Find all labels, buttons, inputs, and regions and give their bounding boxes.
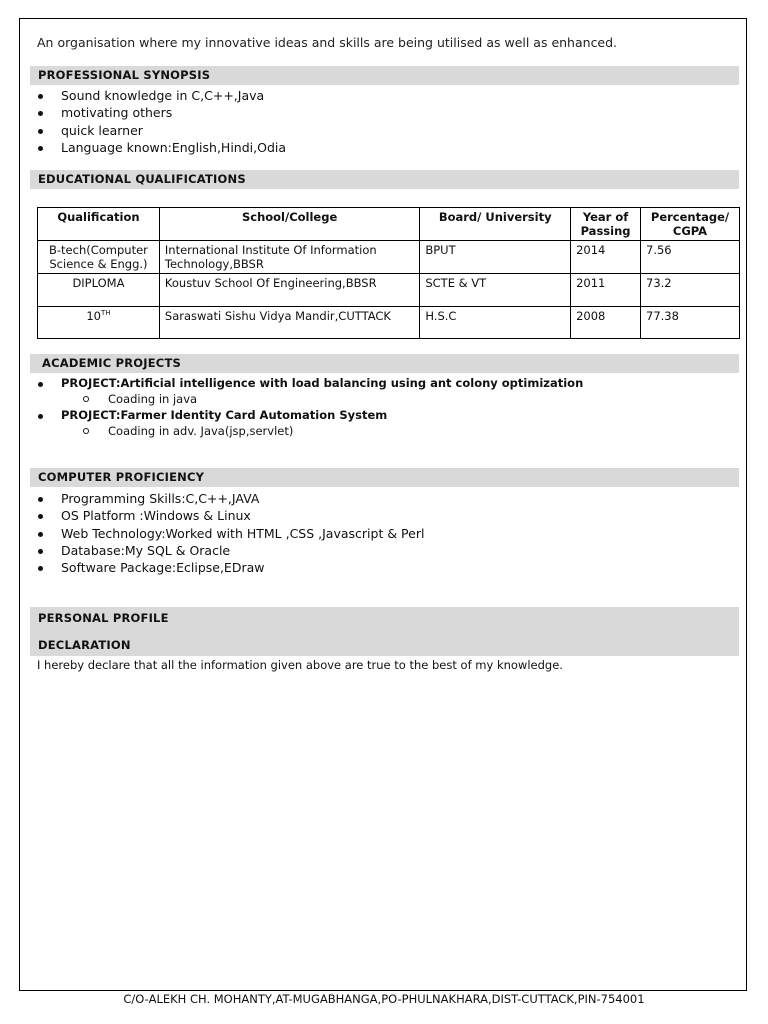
section-heading-declaration: DECLARATION: [38, 638, 131, 652]
table-header-row: [38, 208, 740, 241]
section-heading-computer: COMPUTER PROFICIENCY: [30, 468, 739, 487]
list-item: OS Platform :Windows & Linux: [36, 507, 424, 524]
list-item: Software Package:Eclipse,EDraw: [36, 559, 424, 576]
bullet-icon: [38, 146, 43, 151]
synopsis-list: [36, 87, 286, 156]
bullet-icon: [38, 497, 43, 502]
section-heading-education: EDUCATIONAL QUALIFICATIONS: [30, 170, 739, 189]
list-item: Web Technology:Worked with HTML ,CSS ,Javascript & Perl: [36, 525, 424, 542]
education-table: [37, 207, 740, 339]
column-header: School/College: [159, 208, 419, 241]
objective-text: An organisation where my innovative ideas and skills are being utilised as well as enhanced.: [37, 35, 618, 50]
section-heading-projects: ACADEMIC PROJECTS: [30, 354, 739, 373]
list-item: Database:My SQL & Oracle: [36, 542, 424, 559]
bullet-icon: [38, 129, 43, 134]
bullet-icon: [38, 382, 43, 387]
bullet-icon: [38, 514, 43, 519]
list-item: motivating others: [36, 104, 286, 121]
declaration-text: I hereby declare that all the information given above are true to the best of my knowledge.: [37, 658, 563, 672]
bullet-icon: [38, 94, 43, 99]
computer-list: [36, 490, 424, 576]
section-block-personal: [30, 607, 739, 656]
resume-page: An organisation where my innovative ideas and skills are being utilised as well as enhanced. PROFESSIONAL SYNOPSIS Sound knowledge in C,C++,Java motivating others quick learner Language known:English,Hindi,Odia EDUCATIONAL QUALIFICATIONS Qualification School/College Board/ University Year of Passing Percentage/ CGPA B-tech(Computer Science & Engg.) International Institute Of Information Technology,BBSR BPUT 2014 7.56 DIPLOMA Koustuv School Of Engineering,BBSR SCTE & VT 2011 73.2 10TH Saraswati Sishu Vidya Mandir,CUTTACK H.S.C 2008 77.38 ACADEMIC PROJECTS PROJECT:Artificial intelligence with load balancing using ant colony optimization Coading in java PROJECT:Farmer Identity Card Automation System Coading in adv. Java(jsp,servlet) COMPUTER PROFICIENCY Programming Skills:C,C++,JAVA OS Platform :Windows & Linux Web Technology:Worked with HTML ,CSS ,Javascript & Perl Database:My SQL & Oracle Software Package:Eclipse,EDraw PERSONAL PROFILE DECLARATION I hereby declare that all the information given above are true to the best of my knowledge.: [19, 18, 747, 991]
column-header: Board/ University: [420, 208, 571, 241]
section-heading-personal: PERSONAL PROFILE: [38, 611, 169, 625]
table-row: B-tech(Computer Science & Engg.) International Institute Of Information Technology,BBSR BPUT 2014 7.56: [38, 241, 740, 274]
section-heading-synopsis: PROFESSIONAL SYNOPSIS: [30, 66, 739, 85]
footer-address: C/O-ALEKH CH. MOHANTY,AT-MUGABHANGA,PO-PHULNAKHARA,DIST-CUTTACK,PIN-754001: [123, 992, 645, 1006]
column-header: Percentage/ CGPA: [641, 208, 740, 241]
list-item: Programming Skills:C,C++,JAVA: [36, 490, 424, 507]
table-row: DIPLOMA Koustuv School Of Engineering,BBSR SCTE & VT 2011 73.2: [38, 274, 740, 307]
bullet-icon: [38, 414, 43, 419]
circle-bullet-icon: [83, 428, 89, 434]
bullet-icon: [38, 549, 43, 554]
column-header: Qualification: [38, 208, 160, 241]
bullet-icon: [38, 532, 43, 537]
column-header: Year of Passing: [571, 208, 641, 241]
bullet-icon: [38, 111, 43, 116]
list-item: quick learner: [36, 122, 286, 139]
bullet-icon: [38, 566, 43, 571]
table-row: 10TH Saraswati Sishu Vidya Mandir,CUTTACK H.S.C 2008 77.38: [38, 307, 740, 339]
list-item: Language known:English,Hindi,Odia: [36, 139, 286, 156]
list-item: Sound knowledge in C,C++,Java: [36, 87, 286, 104]
circle-bullet-icon: [83, 396, 89, 402]
